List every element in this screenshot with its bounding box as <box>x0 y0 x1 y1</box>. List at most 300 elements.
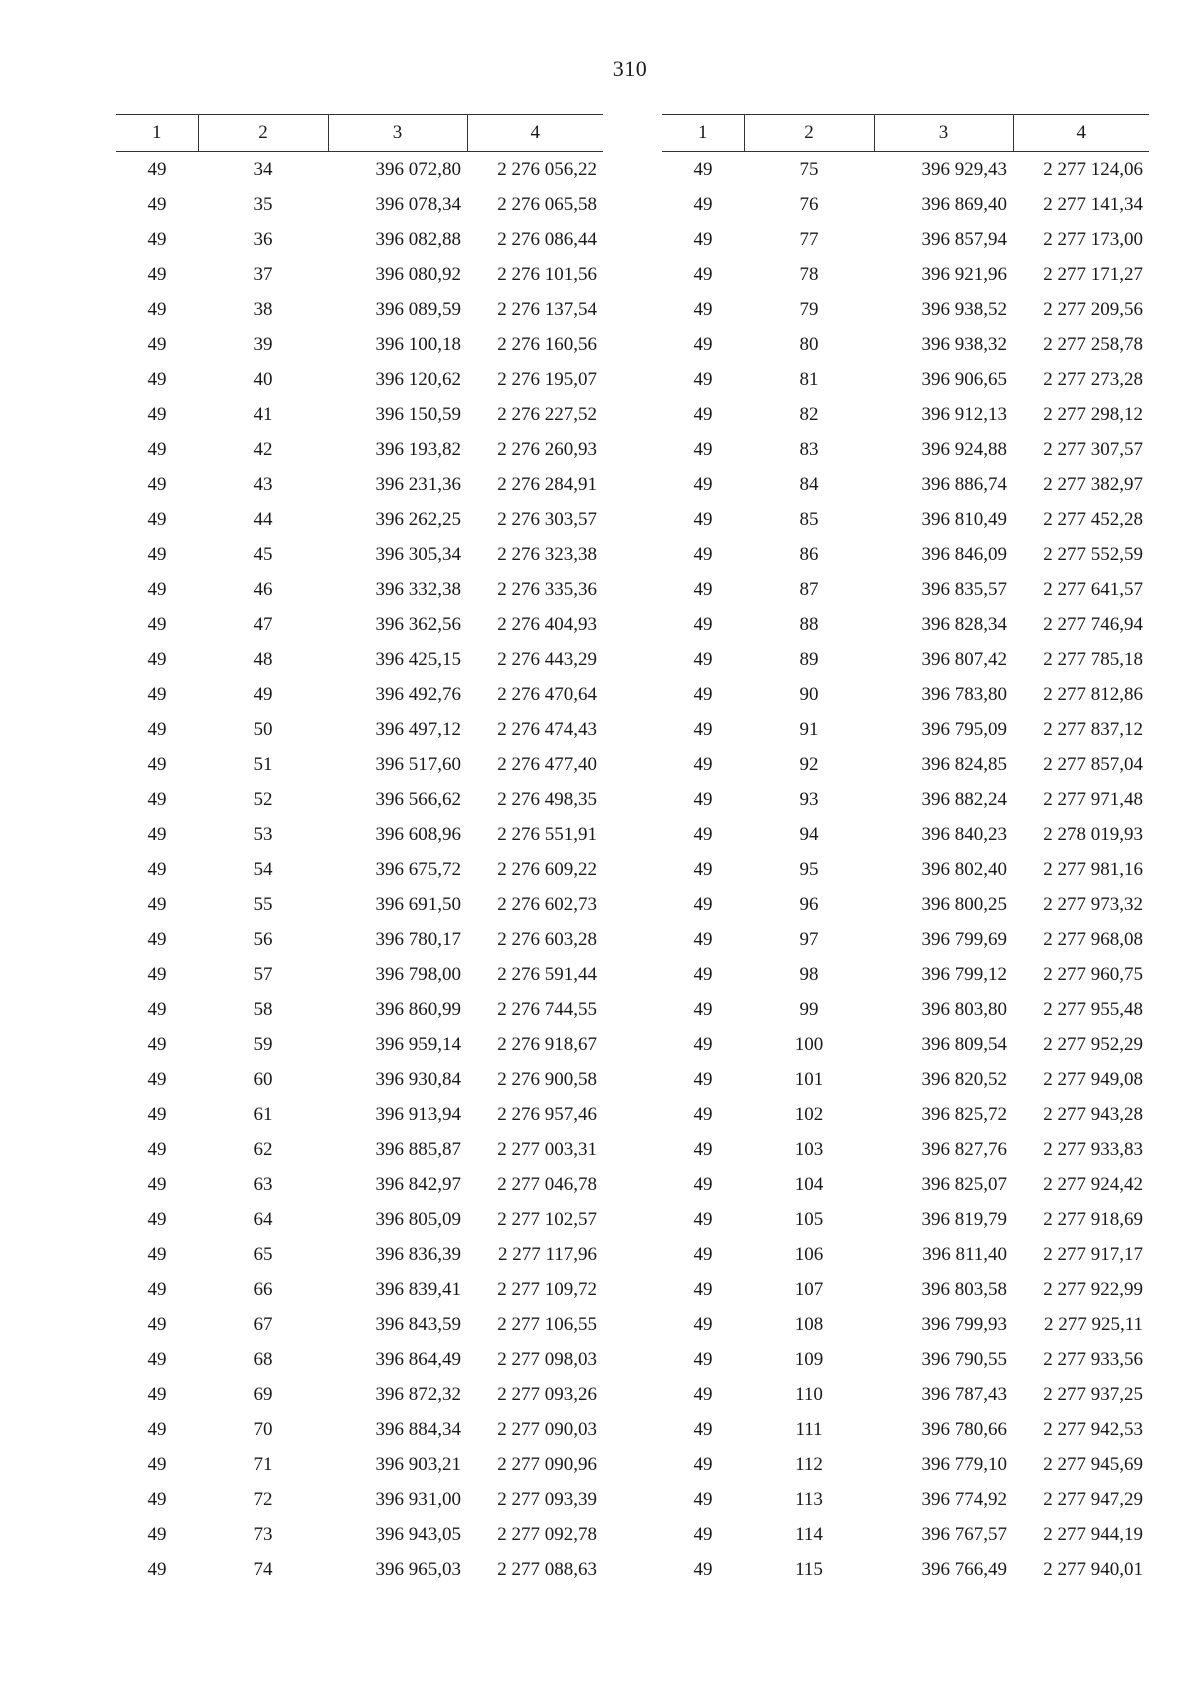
table-row <box>662 292 1149 327</box>
point-number-cell: 47 <box>253 613 273 635</box>
x-coordinate-cell: 396 860,99 <box>375 998 461 1020</box>
contour-number-cell: 49 <box>147 543 167 565</box>
contour-number-cell: 49 <box>147 1138 167 1160</box>
y-coordinate-cell: 2 276 900,58 <box>497 1068 597 1090</box>
y-coordinate-cell: 2 277 093,26 <box>497 1383 597 1405</box>
contour-number-cell: 49 <box>147 1418 167 1440</box>
table-row <box>116 1517 603 1552</box>
point-number-cell: 50 <box>253 718 273 740</box>
y-coordinate-cell: 2 277 173,00 <box>1043 228 1143 250</box>
table-row <box>662 677 1149 712</box>
point-number-cell: 80 <box>799 333 819 355</box>
y-coordinate-cell: 2 276 335,36 <box>497 578 597 600</box>
x-coordinate-cell: 396 842,97 <box>375 1173 461 1195</box>
table-row <box>116 187 603 222</box>
point-number-cell: 76 <box>799 193 819 215</box>
contour-number-cell: 49 <box>693 1243 713 1265</box>
x-coordinate-cell: 396 120,62 <box>375 368 461 390</box>
x-coordinate-cell: 396 805,09 <box>375 1208 461 1230</box>
table-row <box>116 1132 603 1167</box>
table-row <box>116 817 603 852</box>
contour-number-cell: 49 <box>693 753 713 775</box>
point-number-cell: 51 <box>253 753 273 775</box>
x-coordinate-cell: 396 675,72 <box>375 858 461 880</box>
table-row <box>662 257 1149 292</box>
y-coordinate-cell: 2 277 124,06 <box>1043 158 1143 180</box>
x-coordinate-cell: 396 872,32 <box>375 1383 461 1405</box>
point-number-cell: 106 <box>794 1243 824 1265</box>
y-coordinate-cell: 2 277 947,29 <box>1043 1488 1143 1510</box>
table-row <box>662 1097 1149 1132</box>
point-number-cell: 115 <box>795 1558 823 1580</box>
y-coordinate-cell: 2 277 937,25 <box>1043 1383 1143 1405</box>
y-coordinate-cell: 2 277 945,69 <box>1043 1453 1143 1475</box>
table-row <box>116 1097 603 1132</box>
x-coordinate-cell: 396 082,88 <box>375 228 461 250</box>
table-row <box>662 1517 1149 1552</box>
table-row <box>662 502 1149 537</box>
point-number-cell: 102 <box>794 1103 824 1125</box>
y-coordinate-cell: 2 276 498,35 <box>497 788 597 810</box>
x-coordinate-cell: 396 780,17 <box>375 928 461 950</box>
contour-number-cell: 49 <box>147 193 167 215</box>
point-number-cell: 83 <box>799 438 819 460</box>
table-row <box>116 992 603 1027</box>
y-coordinate-cell: 2 276 443,29 <box>497 648 597 670</box>
point-number-cell: 114 <box>795 1523 823 1545</box>
y-coordinate-cell: 2 277 857,04 <box>1043 753 1143 775</box>
table-header-row <box>116 115 603 152</box>
point-number-cell: 34 <box>253 158 273 180</box>
contour-number-cell: 49 <box>693 823 713 845</box>
point-number-cell: 43 <box>253 473 273 495</box>
point-number-cell: 39 <box>253 333 273 355</box>
x-coordinate-cell: 396 846,09 <box>921 543 1007 565</box>
x-coordinate-cell: 396 965,03 <box>375 1558 461 1580</box>
contour-number-cell: 49 <box>693 228 713 250</box>
y-coordinate-cell: 2 277 942,53 <box>1043 1418 1143 1440</box>
point-number-cell: 44 <box>253 508 273 530</box>
contour-number-cell: 49 <box>693 403 713 425</box>
table-row <box>116 1272 603 1307</box>
contour-number-cell: 49 <box>693 893 713 915</box>
x-coordinate-cell: 396 886,74 <box>921 473 1007 495</box>
y-coordinate-cell: 2 277 925,11 <box>1043 1313 1143 1335</box>
y-coordinate-cell: 2 276 744,55 <box>497 998 597 1020</box>
contour-number-cell: 49 <box>147 753 167 775</box>
table-row <box>662 922 1149 957</box>
table-row <box>662 1132 1149 1167</box>
y-coordinate-cell: 2 278 019,93 <box>1043 823 1143 845</box>
contour-number-cell: 49 <box>147 158 167 180</box>
point-number-cell: 87 <box>799 578 819 600</box>
x-coordinate-cell: 396 943,05 <box>375 1523 461 1545</box>
point-number-cell: 105 <box>794 1208 824 1230</box>
point-number-cell: 40 <box>253 368 273 390</box>
x-coordinate-cell: 396 566,62 <box>375 788 461 810</box>
x-coordinate-cell: 396 810,49 <box>921 508 1007 530</box>
y-coordinate-cell: 2 277 088,63 <box>497 1558 597 1580</box>
y-coordinate-cell: 2 277 117,96 <box>497 1243 597 1265</box>
x-coordinate-cell: 396 783,80 <box>921 683 1007 705</box>
table-row <box>662 1272 1149 1307</box>
y-coordinate-cell: 2 276 056,22 <box>497 158 597 180</box>
point-number-cell: 98 <box>799 963 819 985</box>
table-row <box>662 642 1149 677</box>
table-row <box>116 1307 603 1342</box>
x-coordinate-cell: 396 802,40 <box>921 858 1007 880</box>
point-number-cell: 86 <box>799 543 819 565</box>
point-number-cell: 65 <box>253 1243 273 1265</box>
table-row <box>116 1552 603 1587</box>
x-coordinate-cell: 396 820,52 <box>921 1068 1007 1090</box>
point-number-cell: 62 <box>253 1138 273 1160</box>
x-coordinate-cell: 396 959,14 <box>375 1033 461 1055</box>
contour-number-cell: 49 <box>693 1103 713 1125</box>
contour-number-cell: 49 <box>147 438 167 460</box>
contour-number-cell: 49 <box>693 1418 713 1440</box>
point-number-cell: 91 <box>799 718 819 740</box>
contour-number-cell: 49 <box>147 823 167 845</box>
contour-number-cell: 49 <box>693 648 713 670</box>
column-header-1: 1 <box>116 115 198 152</box>
point-number-cell: 104 <box>794 1173 824 1195</box>
x-coordinate-cell: 396 691,50 <box>375 893 461 915</box>
x-coordinate-cell: 396 906,65 <box>921 368 1007 390</box>
y-coordinate-cell: 2 277 106,55 <box>497 1313 597 1335</box>
contour-number-cell: 49 <box>693 263 713 285</box>
x-coordinate-cell: 396 864,49 <box>375 1348 461 1370</box>
x-coordinate-cell: 396 766,49 <box>921 1558 1007 1580</box>
point-number-cell: 74 <box>253 1558 273 1580</box>
table-row <box>116 852 603 887</box>
coordinates-table-right <box>662 114 1149 1587</box>
x-coordinate-cell: 396 608,96 <box>375 823 461 845</box>
contour-number-cell: 49 <box>147 683 167 705</box>
contour-number-cell: 49 <box>693 1033 713 1055</box>
x-coordinate-cell: 396 938,52 <box>921 298 1007 320</box>
y-coordinate-cell: 2 276 160,56 <box>497 333 597 355</box>
point-number-cell: 69 <box>253 1383 273 1405</box>
x-coordinate-cell: 396 072,80 <box>375 158 461 180</box>
x-coordinate-cell: 396 790,55 <box>921 1348 1007 1370</box>
point-number-cell: 70 <box>253 1418 273 1440</box>
contour-number-cell: 49 <box>147 298 167 320</box>
table-row <box>662 1342 1149 1377</box>
table-row <box>116 572 603 607</box>
table-row <box>116 1167 603 1202</box>
point-number-cell: 78 <box>799 263 819 285</box>
table-row <box>116 432 603 467</box>
contour-number-cell: 49 <box>147 718 167 740</box>
table-row <box>662 852 1149 887</box>
y-coordinate-cell: 2 276 551,91 <box>497 823 597 845</box>
y-coordinate-cell: 2 276 065,58 <box>497 193 597 215</box>
point-number-cell: 35 <box>253 193 273 215</box>
x-coordinate-cell: 396 811,40 <box>922 1243 1007 1265</box>
contour-number-cell: 49 <box>693 473 713 495</box>
point-number-cell: 53 <box>253 823 273 845</box>
contour-number-cell: 49 <box>693 613 713 635</box>
point-number-cell: 107 <box>794 1278 824 1300</box>
contour-number-cell: 49 <box>693 1383 713 1405</box>
x-coordinate-cell: 396 839,41 <box>375 1278 461 1300</box>
y-coordinate-cell: 2 277 981,16 <box>1043 858 1143 880</box>
contour-number-cell: 49 <box>147 368 167 390</box>
x-coordinate-cell: 396 836,39 <box>375 1243 461 1265</box>
contour-number-cell: 49 <box>147 1103 167 1125</box>
column-header-1: 1 <box>662 115 744 152</box>
table-row <box>116 887 603 922</box>
x-coordinate-cell: 396 089,59 <box>375 298 461 320</box>
x-coordinate-cell: 396 840,23 <box>921 823 1007 845</box>
column-header-4: 4 <box>467 115 603 152</box>
point-number-cell: 48 <box>253 648 273 670</box>
table-row <box>116 292 603 327</box>
y-coordinate-cell: 2 277 171,27 <box>1043 263 1143 285</box>
x-coordinate-cell: 396 798,00 <box>375 963 461 985</box>
contour-number-cell: 49 <box>693 368 713 390</box>
x-coordinate-cell: 396 931,00 <box>375 1488 461 1510</box>
y-coordinate-cell: 2 276 918,67 <box>497 1033 597 1055</box>
contour-number-cell: 49 <box>693 683 713 705</box>
table-row <box>116 1237 603 1272</box>
x-coordinate-cell: 396 835,57 <box>921 578 1007 600</box>
y-coordinate-cell: 2 276 101,56 <box>497 263 597 285</box>
y-coordinate-cell: 2 277 003,31 <box>497 1138 597 1160</box>
point-number-cell: 72 <box>253 1488 273 1510</box>
contour-number-cell: 49 <box>693 1208 713 1230</box>
y-coordinate-cell: 2 277 960,75 <box>1043 963 1143 985</box>
contour-number-cell: 49 <box>693 998 713 1020</box>
table-row <box>662 1237 1149 1272</box>
y-coordinate-cell: 2 276 137,54 <box>497 298 597 320</box>
table-row <box>662 467 1149 502</box>
table-row <box>116 467 603 502</box>
y-coordinate-cell: 2 277 837,12 <box>1043 718 1143 740</box>
contour-number-cell: 49 <box>693 1488 713 1510</box>
point-number-cell: 42 <box>253 438 273 460</box>
table-row <box>662 1482 1149 1517</box>
y-coordinate-cell: 2 277 955,48 <box>1043 998 1143 1020</box>
y-coordinate-cell: 2 277 944,19 <box>1043 1523 1143 1545</box>
point-number-cell: 77 <box>799 228 819 250</box>
y-coordinate-cell: 2 276 284,91 <box>497 473 597 495</box>
table-row <box>662 1552 1149 1587</box>
x-coordinate-cell: 396 884,34 <box>375 1418 461 1440</box>
x-coordinate-cell: 396 912,13 <box>921 403 1007 425</box>
y-coordinate-cell: 2 276 323,38 <box>497 543 597 565</box>
column-header-2: 2 <box>198 115 328 152</box>
table-row <box>116 922 603 957</box>
point-number-cell: 112 <box>795 1453 823 1475</box>
x-coordinate-cell: 396 819,79 <box>921 1208 1007 1230</box>
point-number-cell: 97 <box>799 928 819 950</box>
table-row <box>116 1202 603 1237</box>
x-coordinate-cell: 396 332,38 <box>375 578 461 600</box>
x-coordinate-cell: 396 882,24 <box>921 788 1007 810</box>
table-row <box>662 747 1149 782</box>
contour-number-cell: 49 <box>147 333 167 355</box>
contour-number-cell: 49 <box>147 228 167 250</box>
column-header-3: 3 <box>328 115 467 152</box>
table-row <box>662 1377 1149 1412</box>
y-coordinate-cell: 2 277 924,42 <box>1043 1173 1143 1195</box>
x-coordinate-cell: 396 825,72 <box>921 1103 1007 1125</box>
y-coordinate-cell: 2 277 917,17 <box>1043 1243 1143 1265</box>
contour-number-cell: 49 <box>147 1243 167 1265</box>
y-coordinate-cell: 2 276 195,07 <box>497 368 597 390</box>
point-number-cell: 45 <box>253 543 273 565</box>
x-coordinate-cell: 396 869,40 <box>921 193 1007 215</box>
y-coordinate-cell: 2 277 209,56 <box>1043 298 1143 320</box>
y-coordinate-cell: 2 276 609,22 <box>497 858 597 880</box>
contour-number-cell: 49 <box>693 543 713 565</box>
y-coordinate-cell: 2 277 971,48 <box>1043 788 1143 810</box>
y-coordinate-cell: 2 277 785,18 <box>1043 648 1143 670</box>
x-coordinate-cell: 396 774,92 <box>921 1488 1007 1510</box>
point-number-cell: 92 <box>799 753 819 775</box>
point-number-cell: 37 <box>253 263 273 285</box>
x-coordinate-cell: 396 828,34 <box>921 613 1007 635</box>
x-coordinate-cell: 396 903,21 <box>375 1453 461 1475</box>
point-number-cell: 52 <box>253 788 273 810</box>
table-row <box>116 607 603 642</box>
y-coordinate-cell: 2 277 141,34 <box>1043 193 1143 215</box>
point-number-cell: 58 <box>253 998 273 1020</box>
table-header-row <box>662 115 1149 152</box>
contour-number-cell: 49 <box>147 508 167 530</box>
table-row <box>662 537 1149 572</box>
contour-number-cell: 49 <box>693 333 713 355</box>
x-coordinate-cell: 396 913,94 <box>375 1103 461 1125</box>
contour-number-cell: 49 <box>147 1523 167 1545</box>
contour-number-cell: 49 <box>693 718 713 740</box>
contour-number-cell: 49 <box>693 1278 713 1300</box>
y-coordinate-cell: 2 277 307,57 <box>1043 438 1143 460</box>
x-coordinate-cell: 396 795,09 <box>921 718 1007 740</box>
contour-number-cell: 49 <box>693 1453 713 1475</box>
contour-number-cell: 49 <box>147 1313 167 1335</box>
contour-number-cell: 49 <box>147 788 167 810</box>
y-coordinate-cell: 2 276 602,73 <box>497 893 597 915</box>
y-coordinate-cell: 2 277 090,03 <box>497 1418 597 1440</box>
point-number-cell: 61 <box>253 1103 273 1125</box>
point-number-cell: 54 <box>253 858 273 880</box>
column-header-3: 3 <box>874 115 1013 152</box>
table-row <box>116 537 603 572</box>
y-coordinate-cell: 2 276 477,40 <box>497 753 597 775</box>
point-number-cell: 49 <box>253 683 273 705</box>
x-coordinate-cell: 396 262,25 <box>375 508 461 530</box>
table-row <box>662 572 1149 607</box>
point-number-cell: 95 <box>799 858 819 880</box>
table-row <box>662 782 1149 817</box>
x-coordinate-cell: 396 100,18 <box>375 333 461 355</box>
table-row <box>662 362 1149 397</box>
y-coordinate-cell: 2 277 098,03 <box>497 1348 597 1370</box>
table-row <box>116 677 603 712</box>
y-coordinate-cell: 2 277 812,86 <box>1043 683 1143 705</box>
point-number-cell: 103 <box>794 1138 824 1160</box>
x-coordinate-cell: 396 780,66 <box>921 1418 1007 1440</box>
table-row <box>116 1062 603 1097</box>
y-coordinate-cell: 2 276 603,28 <box>497 928 597 950</box>
y-coordinate-cell: 2 277 968,08 <box>1043 928 1143 950</box>
x-coordinate-cell: 396 930,84 <box>375 1068 461 1090</box>
y-coordinate-cell: 2 276 227,52 <box>497 403 597 425</box>
coordinates-table-left <box>116 114 603 1587</box>
y-coordinate-cell: 2 277 109,72 <box>497 1278 597 1300</box>
point-number-cell: 79 <box>799 298 819 320</box>
table-row <box>662 222 1149 257</box>
table-row <box>116 1412 603 1447</box>
point-number-cell: 59 <box>253 1033 273 1055</box>
x-coordinate-cell: 396 362,56 <box>375 613 461 635</box>
table-row <box>116 712 603 747</box>
point-number-cell: 108 <box>794 1313 824 1335</box>
x-coordinate-cell: 396 807,42 <box>921 648 1007 670</box>
contour-number-cell: 49 <box>147 1173 167 1195</box>
table-row <box>116 222 603 257</box>
point-number-cell: 100 <box>794 1033 824 1055</box>
table-row <box>116 642 603 677</box>
table-row <box>116 782 603 817</box>
point-number-cell: 68 <box>253 1348 273 1370</box>
point-number-cell: 46 <box>253 578 273 600</box>
table-row <box>662 887 1149 922</box>
point-number-cell: 75 <box>799 158 819 180</box>
x-coordinate-cell: 396 078,34 <box>375 193 461 215</box>
y-coordinate-cell: 2 276 470,64 <box>497 683 597 705</box>
table-row <box>662 1027 1149 1062</box>
y-coordinate-cell: 2 276 591,44 <box>497 963 597 985</box>
x-coordinate-cell: 396 800,25 <box>921 893 1007 915</box>
y-coordinate-cell: 2 277 943,28 <box>1043 1103 1143 1125</box>
point-number-cell: 99 <box>799 998 819 1020</box>
contour-number-cell: 49 <box>693 298 713 320</box>
contour-number-cell: 49 <box>693 1348 713 1370</box>
contour-number-cell: 49 <box>147 858 167 880</box>
x-coordinate-cell: 396 517,60 <box>375 753 461 775</box>
point-number-cell: 96 <box>799 893 819 915</box>
contour-number-cell: 49 <box>693 1068 713 1090</box>
contour-number-cell: 49 <box>147 1068 167 1090</box>
y-coordinate-cell: 2 276 474,43 <box>497 718 597 740</box>
x-coordinate-cell: 396 231,36 <box>375 473 461 495</box>
x-coordinate-cell: 396 799,69 <box>921 928 1007 950</box>
table-row <box>662 992 1149 1027</box>
table-row <box>662 1307 1149 1342</box>
contour-number-cell: 49 <box>147 893 167 915</box>
table-row <box>662 432 1149 467</box>
y-coordinate-cell: 2 277 552,59 <box>1043 543 1143 565</box>
point-number-cell: 64 <box>253 1208 273 1230</box>
table-row <box>662 327 1149 362</box>
y-coordinate-cell: 2 277 090,96 <box>497 1453 597 1475</box>
x-coordinate-cell: 396 803,80 <box>921 998 1007 1020</box>
contour-number-cell: 49 <box>147 648 167 670</box>
contour-number-cell: 49 <box>693 1523 713 1545</box>
table-row <box>116 1447 603 1482</box>
contour-number-cell: 49 <box>693 858 713 880</box>
x-coordinate-cell: 396 824,85 <box>921 753 1007 775</box>
contour-number-cell: 49 <box>693 1558 713 1580</box>
contour-number-cell: 49 <box>693 1313 713 1335</box>
table-row <box>662 1062 1149 1097</box>
x-coordinate-cell: 396 885,87 <box>375 1138 461 1160</box>
x-coordinate-cell: 396 799,12 <box>921 963 1007 985</box>
